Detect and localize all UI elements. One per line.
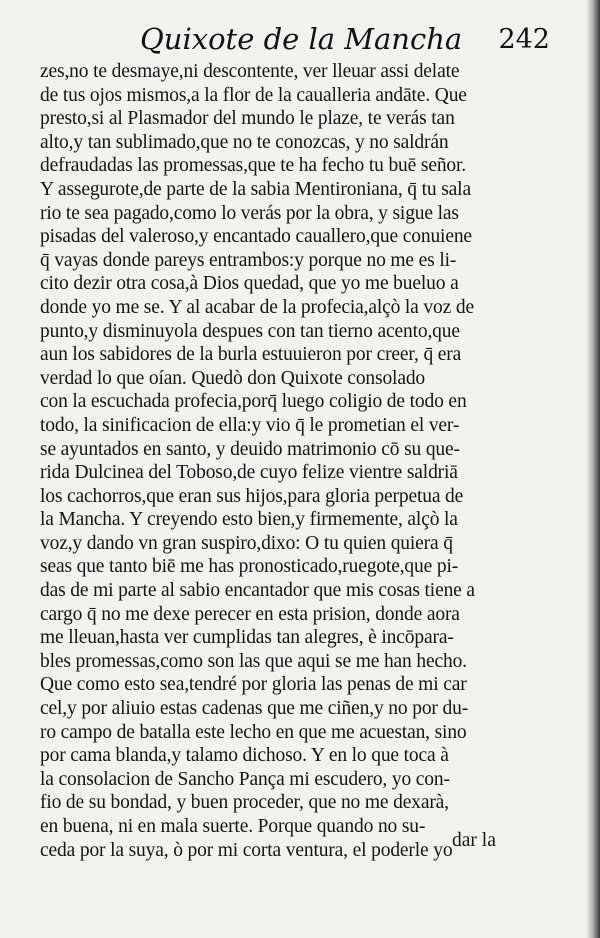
body-text: [40, 60, 515, 862]
text-line: fio de su bondad, y buen proceder, que no me dexarà,: [40, 792, 449, 814]
text-line: bles promessas,como son las que aqui se me han hecho.: [40, 650, 467, 672]
text-line: alto,y tan sublimado,que no te conozcas, y no saldrán: [40, 131, 449, 153]
text-line: seas que tanto biē me has pronosticado,ruegote,que pi-: [40, 556, 459, 578]
page-header: [60, 22, 550, 62]
text-line: defraudadas las promessas,que te ha fecho tu buē señor.: [40, 155, 467, 177]
text-line: en buena, ni en mala suerte. Porque quando no su-: [40, 816, 426, 837]
text-line: presto,si al Plasmador del mundo le plaze, te verás tan: [40, 108, 455, 130]
text-line: pisadas del valeroso,y encantado cauallero,que conuiene: [40, 226, 472, 248]
text-line: la consolacion de Sancho Pança mi escudero, yo con-: [40, 768, 450, 790]
catchword: dar la: [452, 830, 496, 851]
text-line: ceda por la suya, ò por mi corta ventura, el poderle yo: [40, 839, 453, 861]
text-line: cel,y por aliuio estas cadenas que me ciñen,y no por du-: [40, 698, 469, 720]
text-line: voz,y dando vn gran suspiro,dixo: O tu quien quiera q̄: [40, 532, 453, 554]
text-line: Y assegurote,de parte de la sabia Mentironiana, q̄ tu sala: [40, 178, 471, 200]
page-edge-shadow: [586, 0, 600, 938]
text-line: todo, la sinificacion de ella:y vio q̄ le prometian el ver-: [40, 414, 460, 436]
text-line: q̄ vayas donde pareys entrambos:y porque no me es li-: [40, 249, 457, 271]
text-line: Que como esto sea,tendré por gloria las penas de mi car: [40, 674, 467, 696]
text-line: me lleuan,hasta ver cumplidas tan alegres, è incōpara-: [40, 627, 454, 649]
text-line: cito dezir otra cosa,à Dios quedad, que yo me bueluo a: [40, 273, 459, 295]
text-line: donde yo me se. Y al acabar de la profecia,alçò la voz de: [40, 296, 474, 318]
text-line: ro campo de batalla este lecho en que me acuestan, sino: [40, 721, 467, 743]
text-line: la Mancha. Y creyendo esto bien,y firmemente, alçò la: [40, 509, 458, 531]
text-line: con la escuchada profecia,porq̄ luego coligio de todo en: [40, 391, 467, 413]
text-line: aun los sabidores de la burla estuuieron por creer, q̄ era: [40, 344, 462, 366]
page-number: 242: [498, 24, 550, 55]
text-line: rida Dulcinea del Toboso,de cuyo felize vientre saldriā: [40, 462, 458, 484]
text-line: das de mi parte al sabio encantador que mis cosas tiene a: [40, 580, 475, 602]
text-line: zes,no te desmaye,ni descontente, ver lleuar assi delate: [40, 61, 460, 82]
text-line: punto,y disminuyola despues con tan tierno acento,que: [40, 320, 460, 342]
text-line: cargo q̄ no me dexe perecer en esta prision, donde aora: [40, 603, 460, 625]
text-line: verdad lo que oían. Quedò don Quixote consolado: [40, 367, 426, 389]
text-line: por cama blanda,y talamo dichoso. Y en lo que toca à: [40, 745, 449, 767]
text-line: de tus ojos mismos,a la flor de la caualleria andāte. Que: [40, 84, 467, 106]
running-head: Quixote de la Mancha: [140, 22, 463, 56]
text-line: los cachorros,que eran sus hijos,para gloria perpetua de: [40, 485, 464, 507]
text-line: se ayuntados en santo, y deuido matrimonio cō su que-: [40, 438, 460, 460]
text-line: rio te sea pagado,como lo verás por la obra, y sigue las: [40, 202, 459, 224]
